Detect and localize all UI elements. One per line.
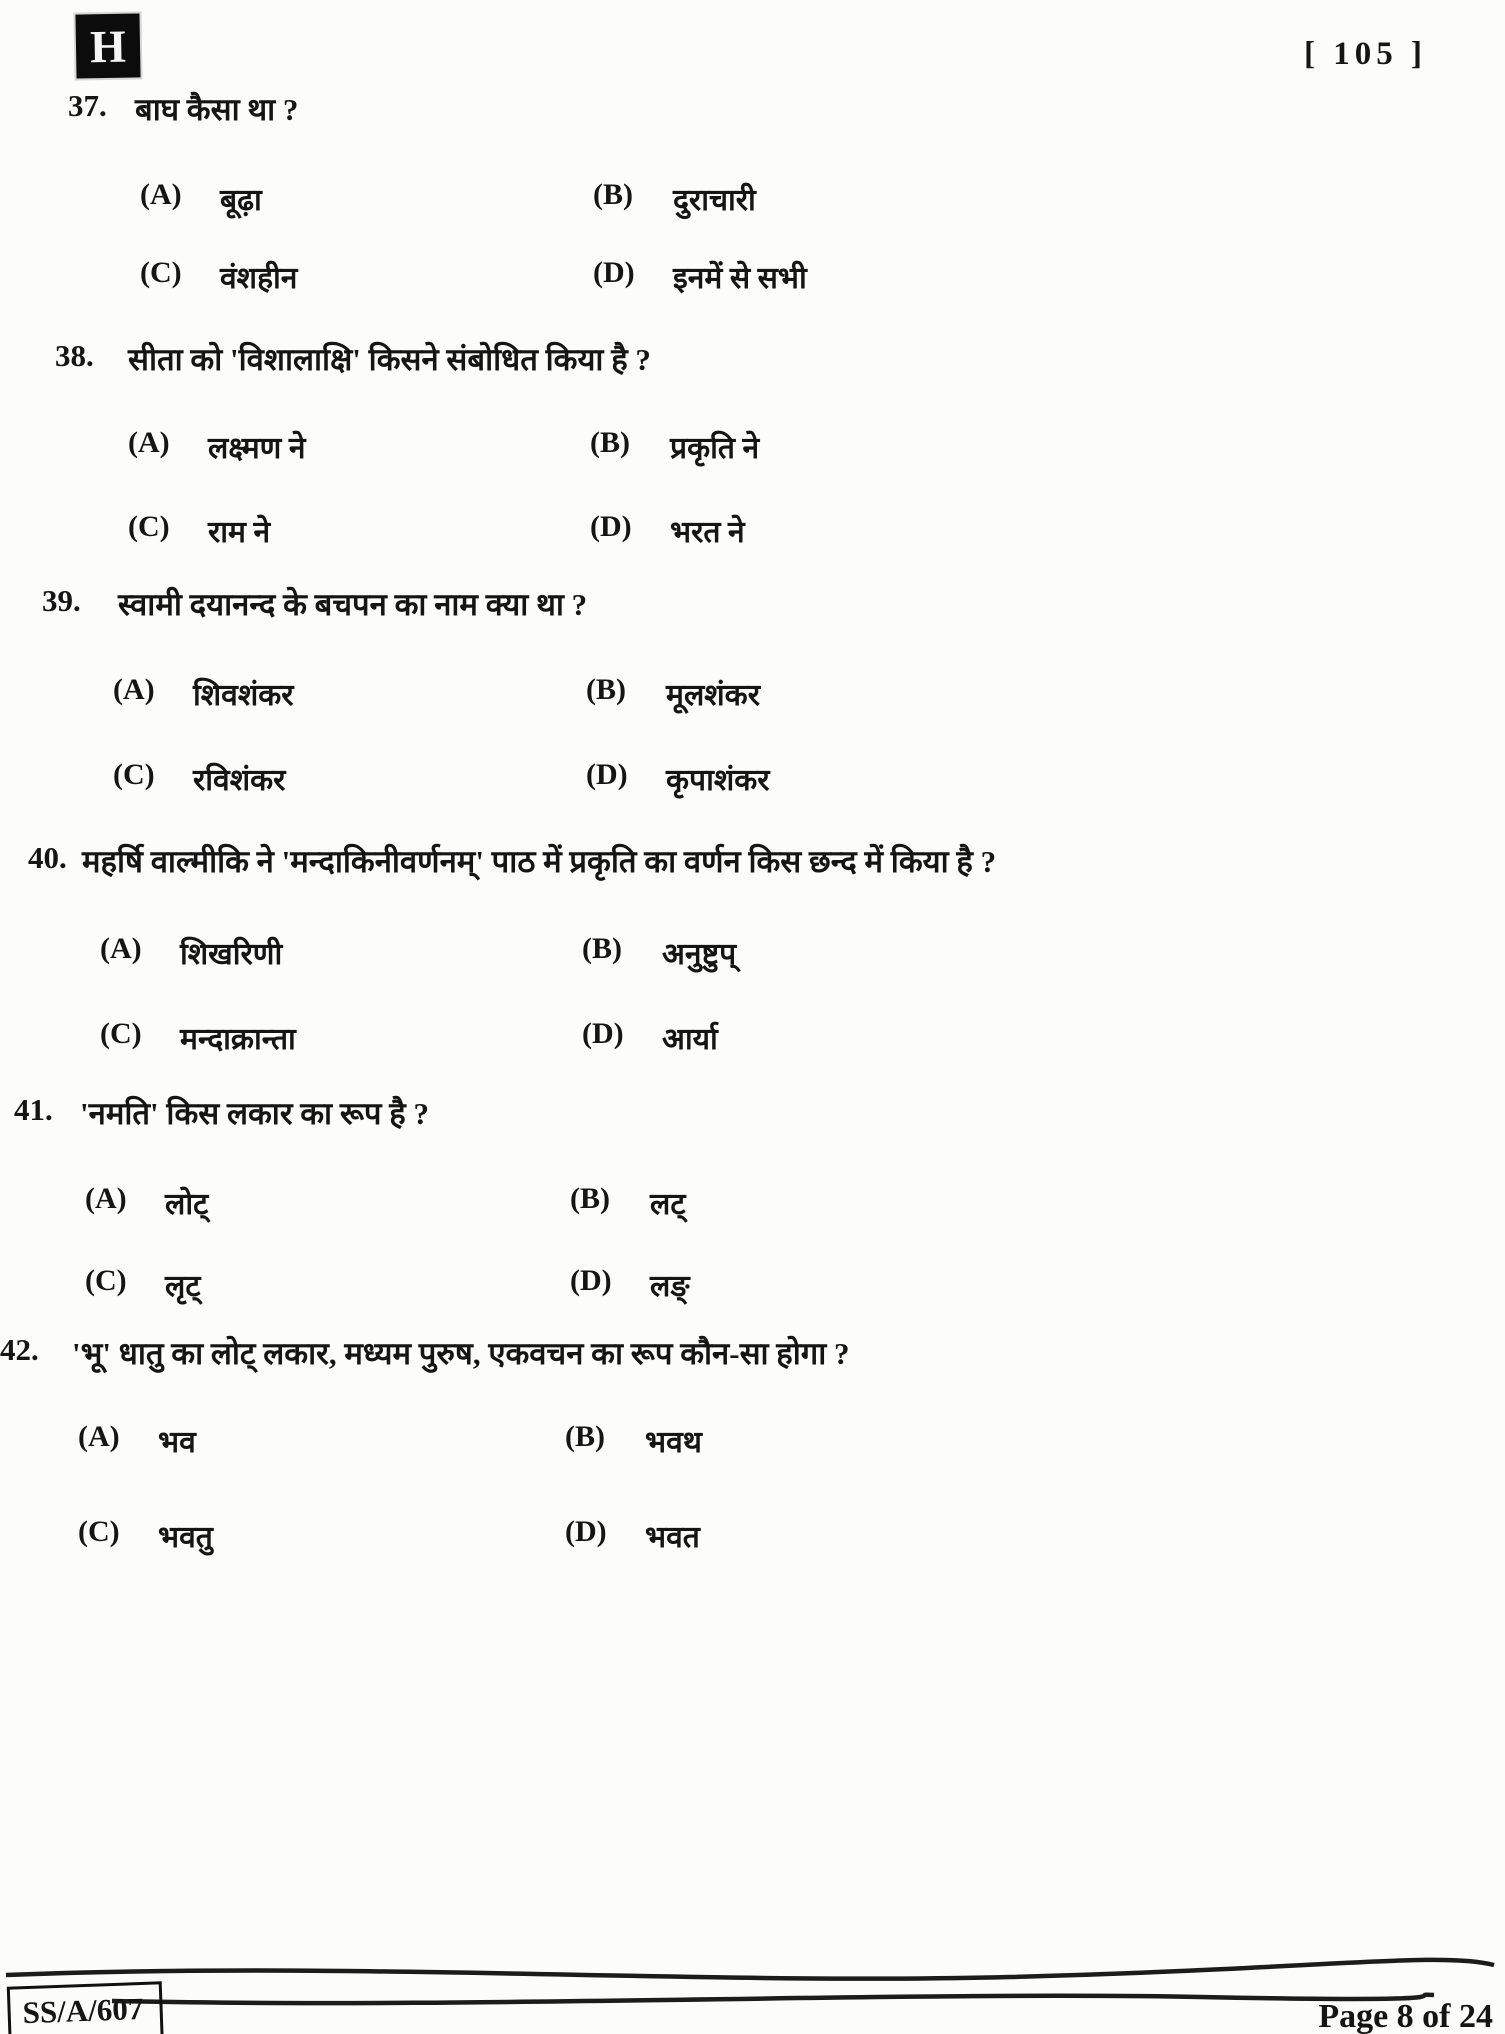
question-number: 38. xyxy=(55,338,94,373)
option-label: (D) xyxy=(590,510,632,543)
option-text: शिखरिणी xyxy=(180,938,283,971)
option-text: लोट् xyxy=(165,1188,209,1221)
option-label: (D) xyxy=(582,1017,624,1050)
language-badge: H xyxy=(75,13,140,78)
option-text: भवतु xyxy=(158,1521,213,1554)
option-label: (C) xyxy=(113,758,155,791)
option-b xyxy=(570,1182,685,1223)
option-b xyxy=(565,1420,702,1461)
option-c xyxy=(113,758,285,799)
option-label: (B) xyxy=(590,426,630,459)
option-a xyxy=(128,426,305,467)
option-text: भव xyxy=(158,1426,196,1459)
option-label: (C) xyxy=(140,256,182,289)
option-text: राम ने xyxy=(208,516,271,549)
option-d xyxy=(565,1515,700,1556)
option-text: लङ् xyxy=(650,1270,690,1303)
question-text: बाघ कैसा था ? xyxy=(135,92,299,127)
option-label: (B) xyxy=(570,1182,610,1215)
option-d xyxy=(586,758,770,799)
option-label: (B) xyxy=(593,178,633,211)
question-40 xyxy=(0,840,1505,1080)
option-label: (A) xyxy=(78,1420,120,1453)
option-text: लक्ष्मण ने xyxy=(208,432,306,465)
option-d xyxy=(593,256,807,297)
option-text: लट् xyxy=(650,1188,686,1221)
booklet-code: SS/A/607 xyxy=(7,1981,164,2034)
question-41 xyxy=(0,1092,1505,1332)
option-label: (A) xyxy=(113,673,155,706)
option-label: (A) xyxy=(128,426,170,459)
option-b xyxy=(586,673,760,714)
question-number: 39. xyxy=(42,583,81,618)
option-label: (A) xyxy=(140,178,182,211)
question-39 xyxy=(0,583,1505,823)
option-label: (C) xyxy=(128,510,170,543)
question-42 xyxy=(0,1332,1505,1572)
option-label: (D) xyxy=(586,758,628,791)
option-b xyxy=(590,426,759,467)
question-number: 42. xyxy=(0,1332,39,1367)
option-text: दुराचारी xyxy=(673,184,756,217)
option-text: भवथ xyxy=(645,1426,702,1459)
option-text: प्रकृति ने xyxy=(670,432,760,465)
option-text: मूलशंकर xyxy=(666,679,760,712)
option-text: आर्या xyxy=(662,1023,718,1056)
option-d xyxy=(590,510,745,551)
option-label: (D) xyxy=(565,1515,607,1548)
option-c xyxy=(100,1017,296,1058)
option-b xyxy=(593,178,756,219)
footer-rule-lines xyxy=(0,1945,1505,2025)
option-c xyxy=(85,1264,200,1305)
option-label: (A) xyxy=(100,932,142,965)
option-d xyxy=(582,1017,718,1058)
option-a xyxy=(100,932,282,973)
option-d xyxy=(570,1264,689,1305)
option-label: (B) xyxy=(582,932,622,965)
option-label: (B) xyxy=(565,1420,605,1453)
question-38 xyxy=(0,338,1505,578)
option-text: वंशहीन xyxy=(220,262,298,295)
option-c xyxy=(128,510,270,551)
page-footer-number: Page 8 of 24 xyxy=(1318,1998,1493,2034)
option-label: (C) xyxy=(78,1515,120,1548)
option-label: (C) xyxy=(85,1264,127,1297)
option-c xyxy=(140,256,297,297)
option-text: भरत ने xyxy=(670,516,745,549)
option-text: शिवशंकर xyxy=(193,679,294,712)
question-text: सीता को 'विशालाक्षि' किसने संबोधित किया है ? xyxy=(128,342,651,377)
question-text: महर्षि वाल्मीकि ने 'मन्दाकिनीवर्णनम्' पाठ में प्रकृति का वर्णन किस छन्द में किया है ? xyxy=(82,844,997,879)
option-a xyxy=(113,673,294,714)
question-text: 'नमति' किस लकार का रूप है ? xyxy=(80,1096,429,1131)
question-number: 40. xyxy=(28,840,67,875)
option-label: (A) xyxy=(85,1182,127,1215)
option-a xyxy=(140,178,262,219)
question-paper-code: [ 105 ] xyxy=(1304,36,1427,72)
option-label: (C) xyxy=(100,1017,142,1050)
question-number: 37. xyxy=(68,88,107,123)
option-label: (D) xyxy=(570,1264,612,1297)
option-text: अनुष्टुप् xyxy=(662,938,737,971)
option-text: मन्दाक्रान्ता xyxy=(180,1023,296,1056)
question-37 xyxy=(0,88,1505,328)
question-text: 'भू' धातु का लोट् लकार, मध्यम पुरुष, एकवचन का रूप कौन-सा होगा ? xyxy=(72,1336,850,1371)
option-a xyxy=(78,1420,196,1461)
question-number: 41. xyxy=(14,1092,53,1127)
option-b xyxy=(582,932,736,973)
option-text: लृट् xyxy=(165,1270,201,1303)
option-c xyxy=(78,1515,213,1556)
option-text: इनमें से सभी xyxy=(673,262,807,295)
option-label: (D) xyxy=(593,256,635,289)
question-text: स्वामी दयानन्द के बचपन का नाम क्या था ? xyxy=(118,587,588,622)
option-a xyxy=(85,1182,208,1223)
option-text: रविशंकर xyxy=(193,764,286,797)
option-text: भवत xyxy=(645,1521,700,1554)
option-label: (B) xyxy=(586,673,626,706)
option-text: बूढ़ा xyxy=(220,184,262,217)
option-text: कृपाशंकर xyxy=(666,764,770,797)
